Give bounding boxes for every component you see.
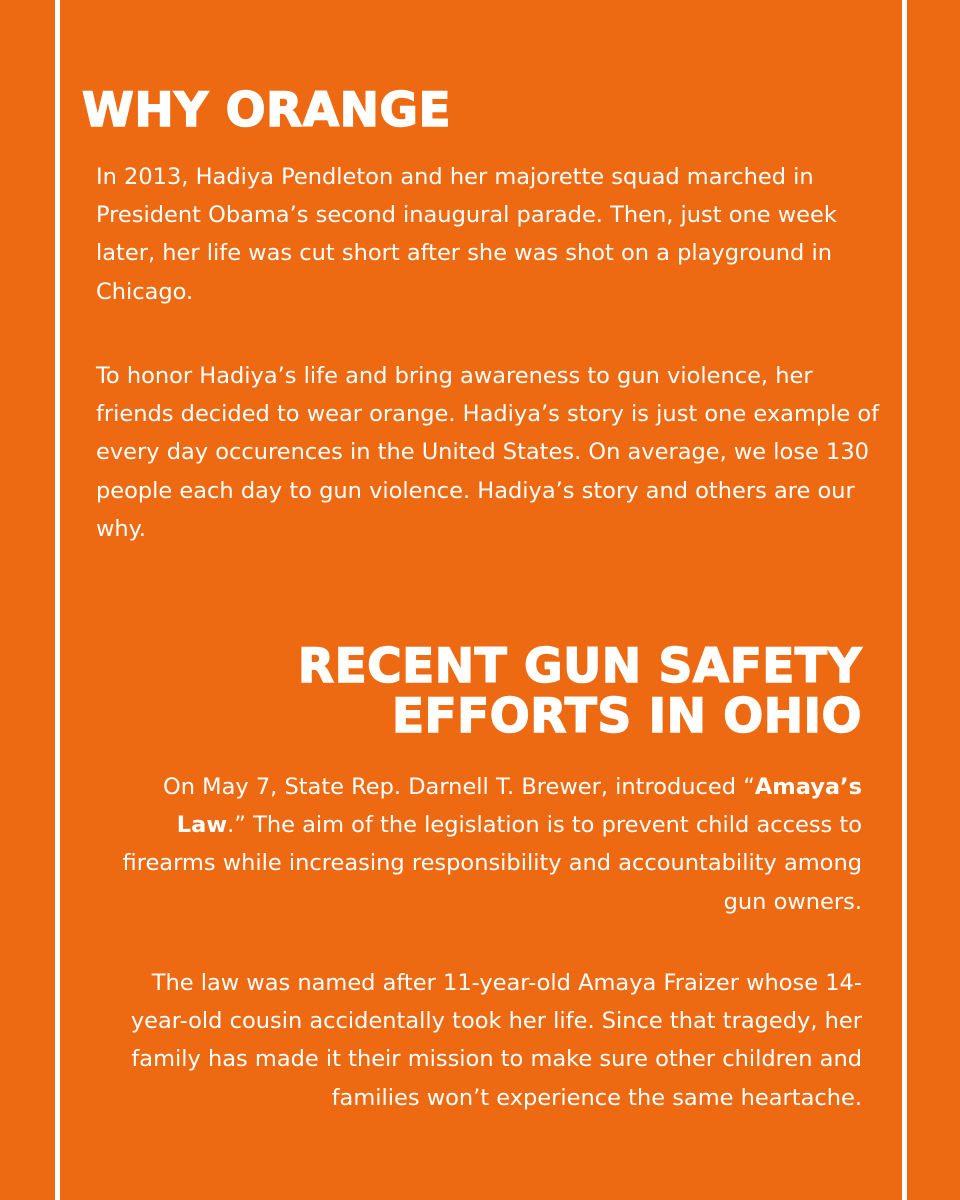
why-orange-paragraph-1: In 2013, Hadiya Pendleton and her majorette squad marched in President Obama’s second inaugural parade. Then, just one week later, her life was cut short after she was shot on a playground in Chicago. <box>96 164 837 305</box>
ohio-efforts-heading <box>222 639 862 744</box>
ohio-efforts-heading-line-1: RECENT GUN SAFETY <box>297 639 862 694</box>
amayas-law-name: Amaya’s Law <box>176 774 862 839</box>
ohio-efforts-heading-line-2: EFFORTS IN OHIO <box>391 689 862 744</box>
amayas-law-description-text: .” The aim of the legislation is to prevent child access to firearms while increasing responsibility and accountability among gun owners. <box>122 812 862 915</box>
left-border-line <box>55 0 60 1200</box>
amaya-story-paragraph: The law was named after 11-year-old Amaya Fraizer whose 14-year-old cousin accidentally took her life. Since that tragedy, her family has made it their mission to make sure other children and families won’t experience the same heartache. <box>130 970 862 1111</box>
why-orange-heading: WHY ORANGE <box>82 83 452 138</box>
right-border-line <box>902 0 907 1200</box>
amayas-law-paragraph <box>102 768 862 921</box>
amayas-law-intro-text: On May 7, State Rep. Darnell T. Brewer, introduced “ <box>163 774 755 800</box>
why-orange-paragraph-2: To honor Hadiya’s life and bring awareness to gun violence, her friends decided to wear orange. Hadiya’s story is just one example of every day occurences in the United States. On average, we lose 130 people each day to gun violence. Hadiya’s story and others are our why. <box>96 363 880 542</box>
